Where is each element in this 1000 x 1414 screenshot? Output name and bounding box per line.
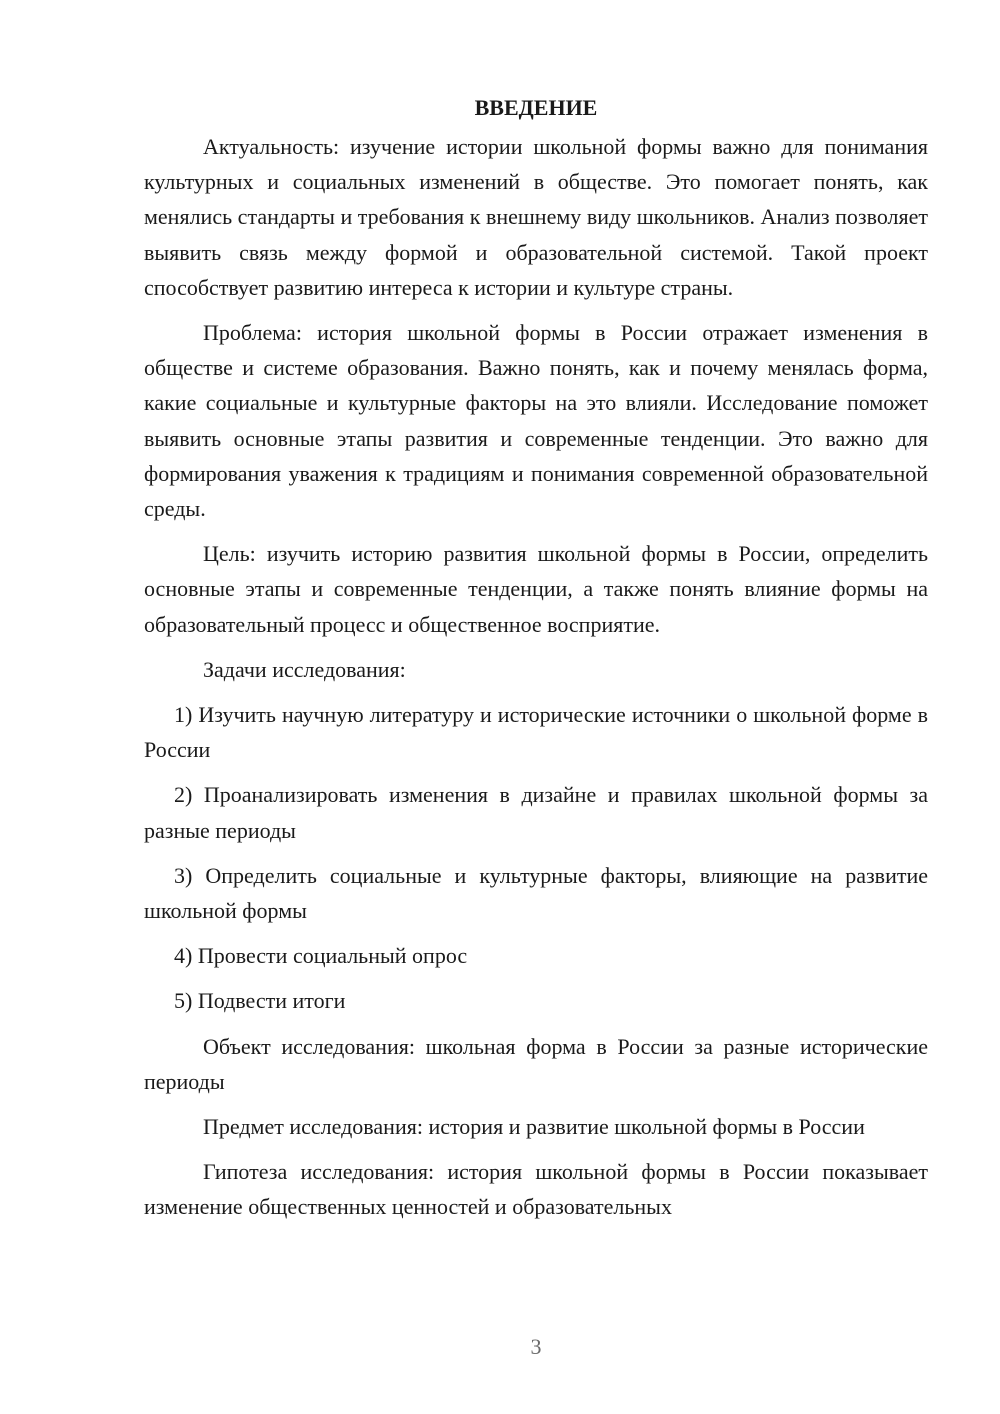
task-item-5: 5) Подвести итоги xyxy=(174,988,346,1014)
relevance-paragraph: Актуальность: изучение истории школьной формы важно для понимания культурных и социальных изменений в обществе. Это помогает понять, как менялись стандарты и требования к внешнему виду школьников. Анализ позволяет выявить связь между формой и образовательной системой. Такой проект способствует развитию интереса к истории и культуре страны. xyxy=(144,134,928,300)
tasks-label: Задачи исследования: xyxy=(203,656,406,682)
problem-paragraph: Проблема: история школьной формы в России отражает изменения в обществе и системе образования. Важно понять, как и почему менялась форма, какие социальные и культурные факторы на это влияли. Исследование поможет выявить основные этапы развития и современные тенденции. Это важно для формирования уважения к традициям и понимания современной образовательной среды. xyxy=(144,320,928,522)
task-item-1: 1) Изучить научную литературу и исторические источники о школьной форме в России xyxy=(144,702,928,763)
goal-paragraph: Цель: изучить историю развития школьной формы в России, определить основные этапы и современные тенденции, а также понять влияние формы на образовательный процесс и общественное восприятие. xyxy=(144,541,928,637)
page-number: 3 xyxy=(530,1334,542,1359)
task-item-2: 2) Проанализировать изменения в дизайне и правилах школьной формы за разные периоды xyxy=(144,782,928,843)
section-heading: ВВЕДЕНИЕ xyxy=(474,95,598,120)
task-item-3: 3) Определить социальные и культурные факторы, влияющие на развитие школьной формы xyxy=(144,862,928,924)
task-item-4: 4) Провести социальный опрос xyxy=(174,943,468,969)
page-content xyxy=(144,90,928,1235)
object-paragraph: Объект исследования: школьная форма в России за разные исторические периоды xyxy=(144,1033,928,1094)
subject-paragraph: Предмет исследования: история и развитие школьной формы в России xyxy=(203,1114,865,1140)
hypothesis-paragraph: Гипотеза исследования: история школьной формы в России показывает изменение общественных ценностей и образовательных xyxy=(144,1159,928,1220)
